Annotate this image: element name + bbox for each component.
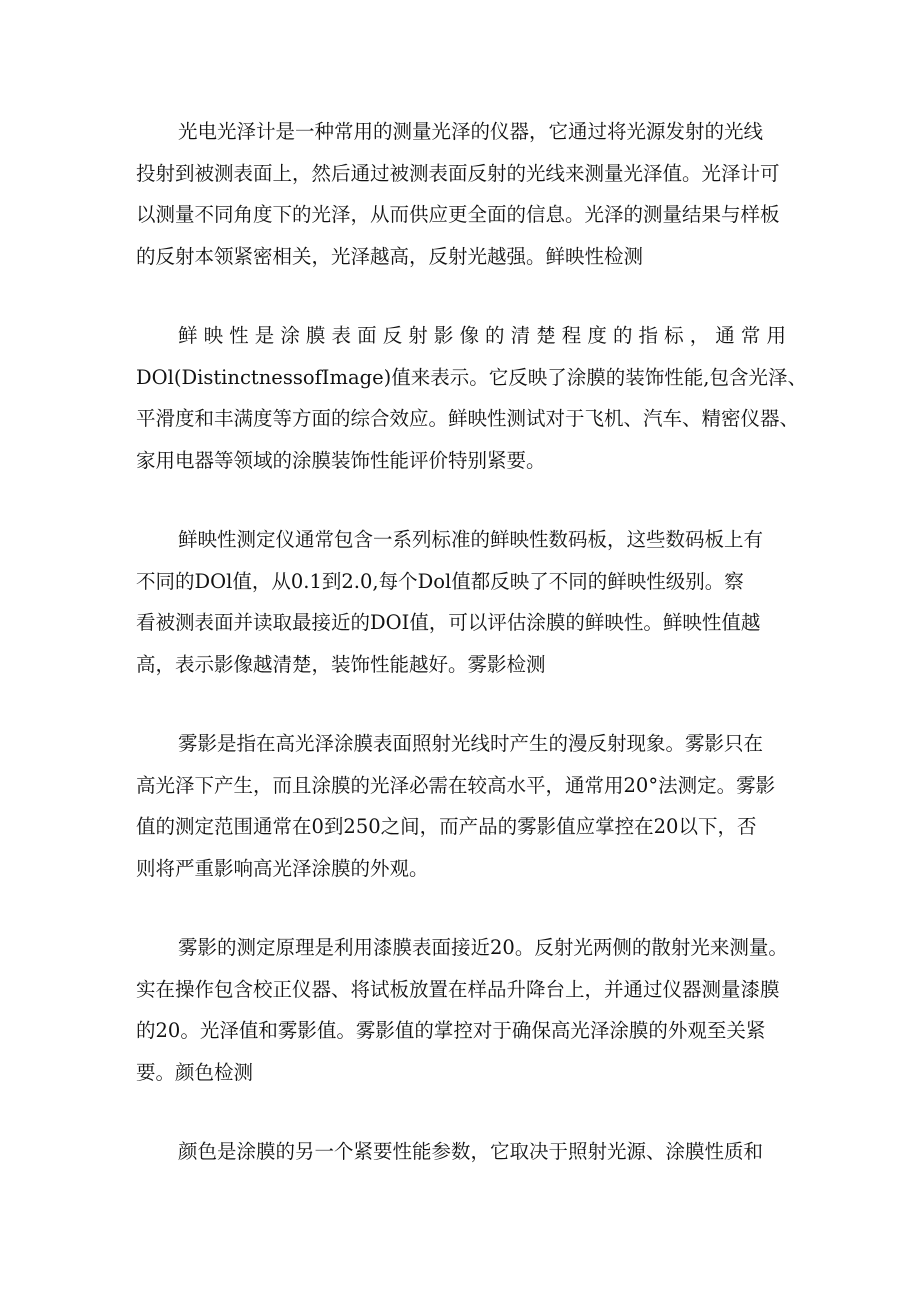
text-line: 则将严重影响高光泽涂膜的外观。 (136, 856, 429, 880)
text-line: 投射到被测表面上，然后通过被测表面反射的光线来测量光泽值。光泽计可 (136, 161, 780, 185)
text-line: 实在操作包含校正仪器、将试板放置在样品升降台上，并通过仪器测量漆膜 (136, 977, 780, 1001)
text-line: 高光泽下产生，而且涂膜的光泽必需在较高水平，通常用20°法测定。雾影 (136, 773, 776, 797)
text-line: 的反射本领紧密相关，光泽越高，反射光越强。鲜映性检测 (136, 244, 644, 268)
text-line: 颜色是涂膜的另一个紧要性能参数，它取决于照射光源、涂膜性质和 (178, 1140, 764, 1163)
paragraph-doi-meter (136, 519, 786, 685)
text-line: DOl(DistinctnessofImage)值来表示。它反映了涂膜的装饰性能,包含光泽、 (136, 365, 807, 389)
text-line: 鲜映性是涂膜表面反射影像的清楚程度的指标，通常用 (178, 324, 786, 347)
text-line: 以测量不同角度下的光泽，从而供应更全面的信息。光泽的测量结果与样板 (136, 203, 780, 226)
text-line: 雾影的测定原理是利用漆膜表面接近20。反射光两侧的散射光来测量。 (178, 936, 788, 959)
paragraph-color (136, 1131, 786, 1173)
document-body (136, 111, 807, 1211)
text-line: 看被测表面并读取最接近的DOI值，可以评估涂膜的鲜映性。鲜映性值越 (136, 611, 761, 634)
text-line: 雾影是指在高光泽涂膜表面照射光线时产生的漫反射现象。雾影只在 (178, 732, 764, 755)
text-line: 鲜映性测定仪通常包含一系列标准的鲜映性数码板，这些数码板上有 (178, 528, 764, 551)
text-line: 值的测定范围通常在0到250之间，而产品的雾影值应掌控在20以下，否 (136, 815, 757, 838)
text-line: 的20。光泽值和雾影值。雾影值的掌控对于确保高光泽涂膜的外观至关紧 (136, 1019, 766, 1042)
text-line: 不同的DOl值，从0.1到2.0,每个Dol值都反映了不同的鲜映性级别。察 (136, 569, 744, 593)
paragraph-doi-definition (136, 315, 807, 481)
paragraph-haze-definition (136, 723, 786, 889)
text-line: 高，表示影像越清楚，装饰性能越好。雾影检测 (136, 652, 546, 676)
text-line: 光电光泽计是一种常用的测量光泽的仪器，它通过将光源发射的光线 (178, 120, 764, 143)
text-line: 要。颜色检测 (136, 1060, 254, 1084)
text-line: 平滑度和丰满度等方面的综合效应。鲜映性测试对于飞机、汽车、精密仪器、 (136, 407, 800, 430)
paragraph-gloss-meter (136, 111, 786, 277)
text-line: 家用电器等领域的涂膜装饰性能评价特别紧要。 (136, 448, 546, 472)
paragraph-haze-principle (136, 927, 786, 1093)
